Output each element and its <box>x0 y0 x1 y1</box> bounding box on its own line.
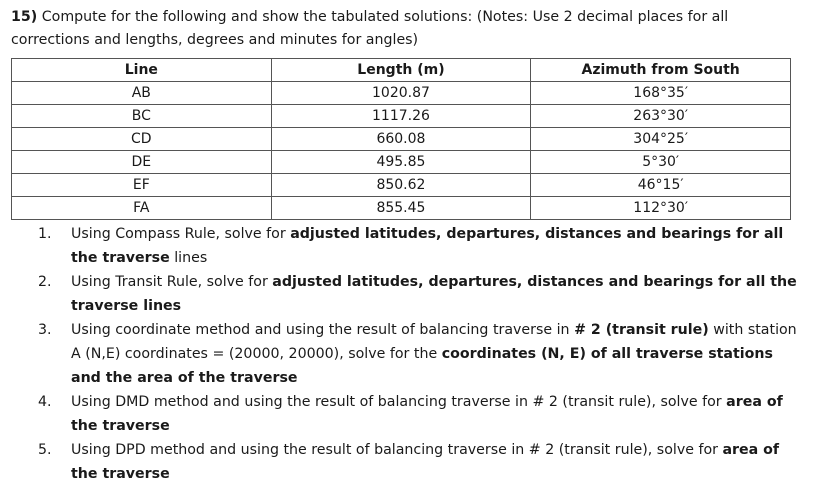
task-emphasis: adjusted latitudes, departures, distances and bearings for all the traverse lines <box>71 274 797 314</box>
task-text: with station A (N,E) coordinates = (20000, 20000), solve for the <box>71 322 797 362</box>
cell-length: 660.08 <box>271 128 531 151</box>
cell-line: BC <box>12 105 272 128</box>
table-row <box>12 82 791 105</box>
task-text: Using Compass Rule, solve for <box>71 226 291 242</box>
problem-number: 15) <box>11 9 38 25</box>
cell-line: FA <box>12 197 272 220</box>
table-row <box>12 174 791 197</box>
cell-length: 495.85 <box>271 151 531 174</box>
task-item <box>38 390 798 438</box>
task-number: 3. <box>38 322 52 338</box>
cell-line: CD <box>12 128 272 151</box>
cell-length: 1117.26 <box>271 105 531 128</box>
cell-line: AB <box>12 82 272 105</box>
table-row <box>12 197 791 220</box>
task-emphasis: area of the traverse <box>71 394 783 434</box>
cell-length: 850.62 <box>271 174 531 197</box>
header-line: Line <box>12 59 272 82</box>
task-emphasis: area of the traverse <box>71 442 780 482</box>
task-emphasis: coordinates (N, E) of all traverse stations and the area of the traverse <box>71 346 773 386</box>
task-item <box>38 318 798 390</box>
header-length: Length (m) <box>271 59 531 82</box>
table-header-row <box>12 59 791 82</box>
task-emphasis: # 2 (transit rule) <box>574 322 709 338</box>
cell-azimuth: 168°35′ <box>531 82 791 105</box>
cell-length: 1020.87 <box>271 82 531 105</box>
task-item <box>38 270 798 318</box>
task-text: Using coordinate method and using the result of balancing traverse in <box>71 322 575 338</box>
task-emphasis: adjusted latitudes, departures, distances and bearings for all the traverse <box>71 226 784 266</box>
table-row <box>12 151 791 174</box>
problem-text: Compute for the following and show the tabulated solutions: (Notes: Use 2 decimal places for all corrections and lengths, degrees and minutes for angles) <box>11 9 729 48</box>
cell-azimuth: 46°15′ <box>531 174 791 197</box>
task-number: 1. <box>38 226 52 242</box>
traverse-table <box>11 58 791 220</box>
task-number: 4. <box>38 394 52 410</box>
task-text: Using DPD method and using the result of balancing traverse in # 2 (transit rule), solve for <box>71 442 723 458</box>
problem-statement <box>11 6 811 52</box>
cell-line: DE <box>12 151 272 174</box>
cell-line: EF <box>12 174 272 197</box>
cell-azimuth: 5°30′ <box>531 151 791 174</box>
task-text: Using DMD method and using the result of balancing traverse in # 2 (transit rule), solve for <box>71 394 727 410</box>
task-item <box>38 438 798 486</box>
task-text: Using Transit Rule, solve for <box>71 274 273 290</box>
header-azimuth: Azimuth from South <box>531 59 791 82</box>
cell-azimuth: 263°30′ <box>531 105 791 128</box>
cell-azimuth: 112°30′ <box>531 197 791 220</box>
task-item <box>38 222 798 270</box>
cell-azimuth: 304°25′ <box>531 128 791 151</box>
task-number: 5. <box>38 442 52 458</box>
task-text: lines <box>169 250 208 266</box>
task-number: 2. <box>38 274 52 290</box>
table-row <box>12 105 791 128</box>
cell-length: 855.45 <box>271 197 531 220</box>
table-row <box>12 128 791 151</box>
task-list <box>38 222 798 486</box>
